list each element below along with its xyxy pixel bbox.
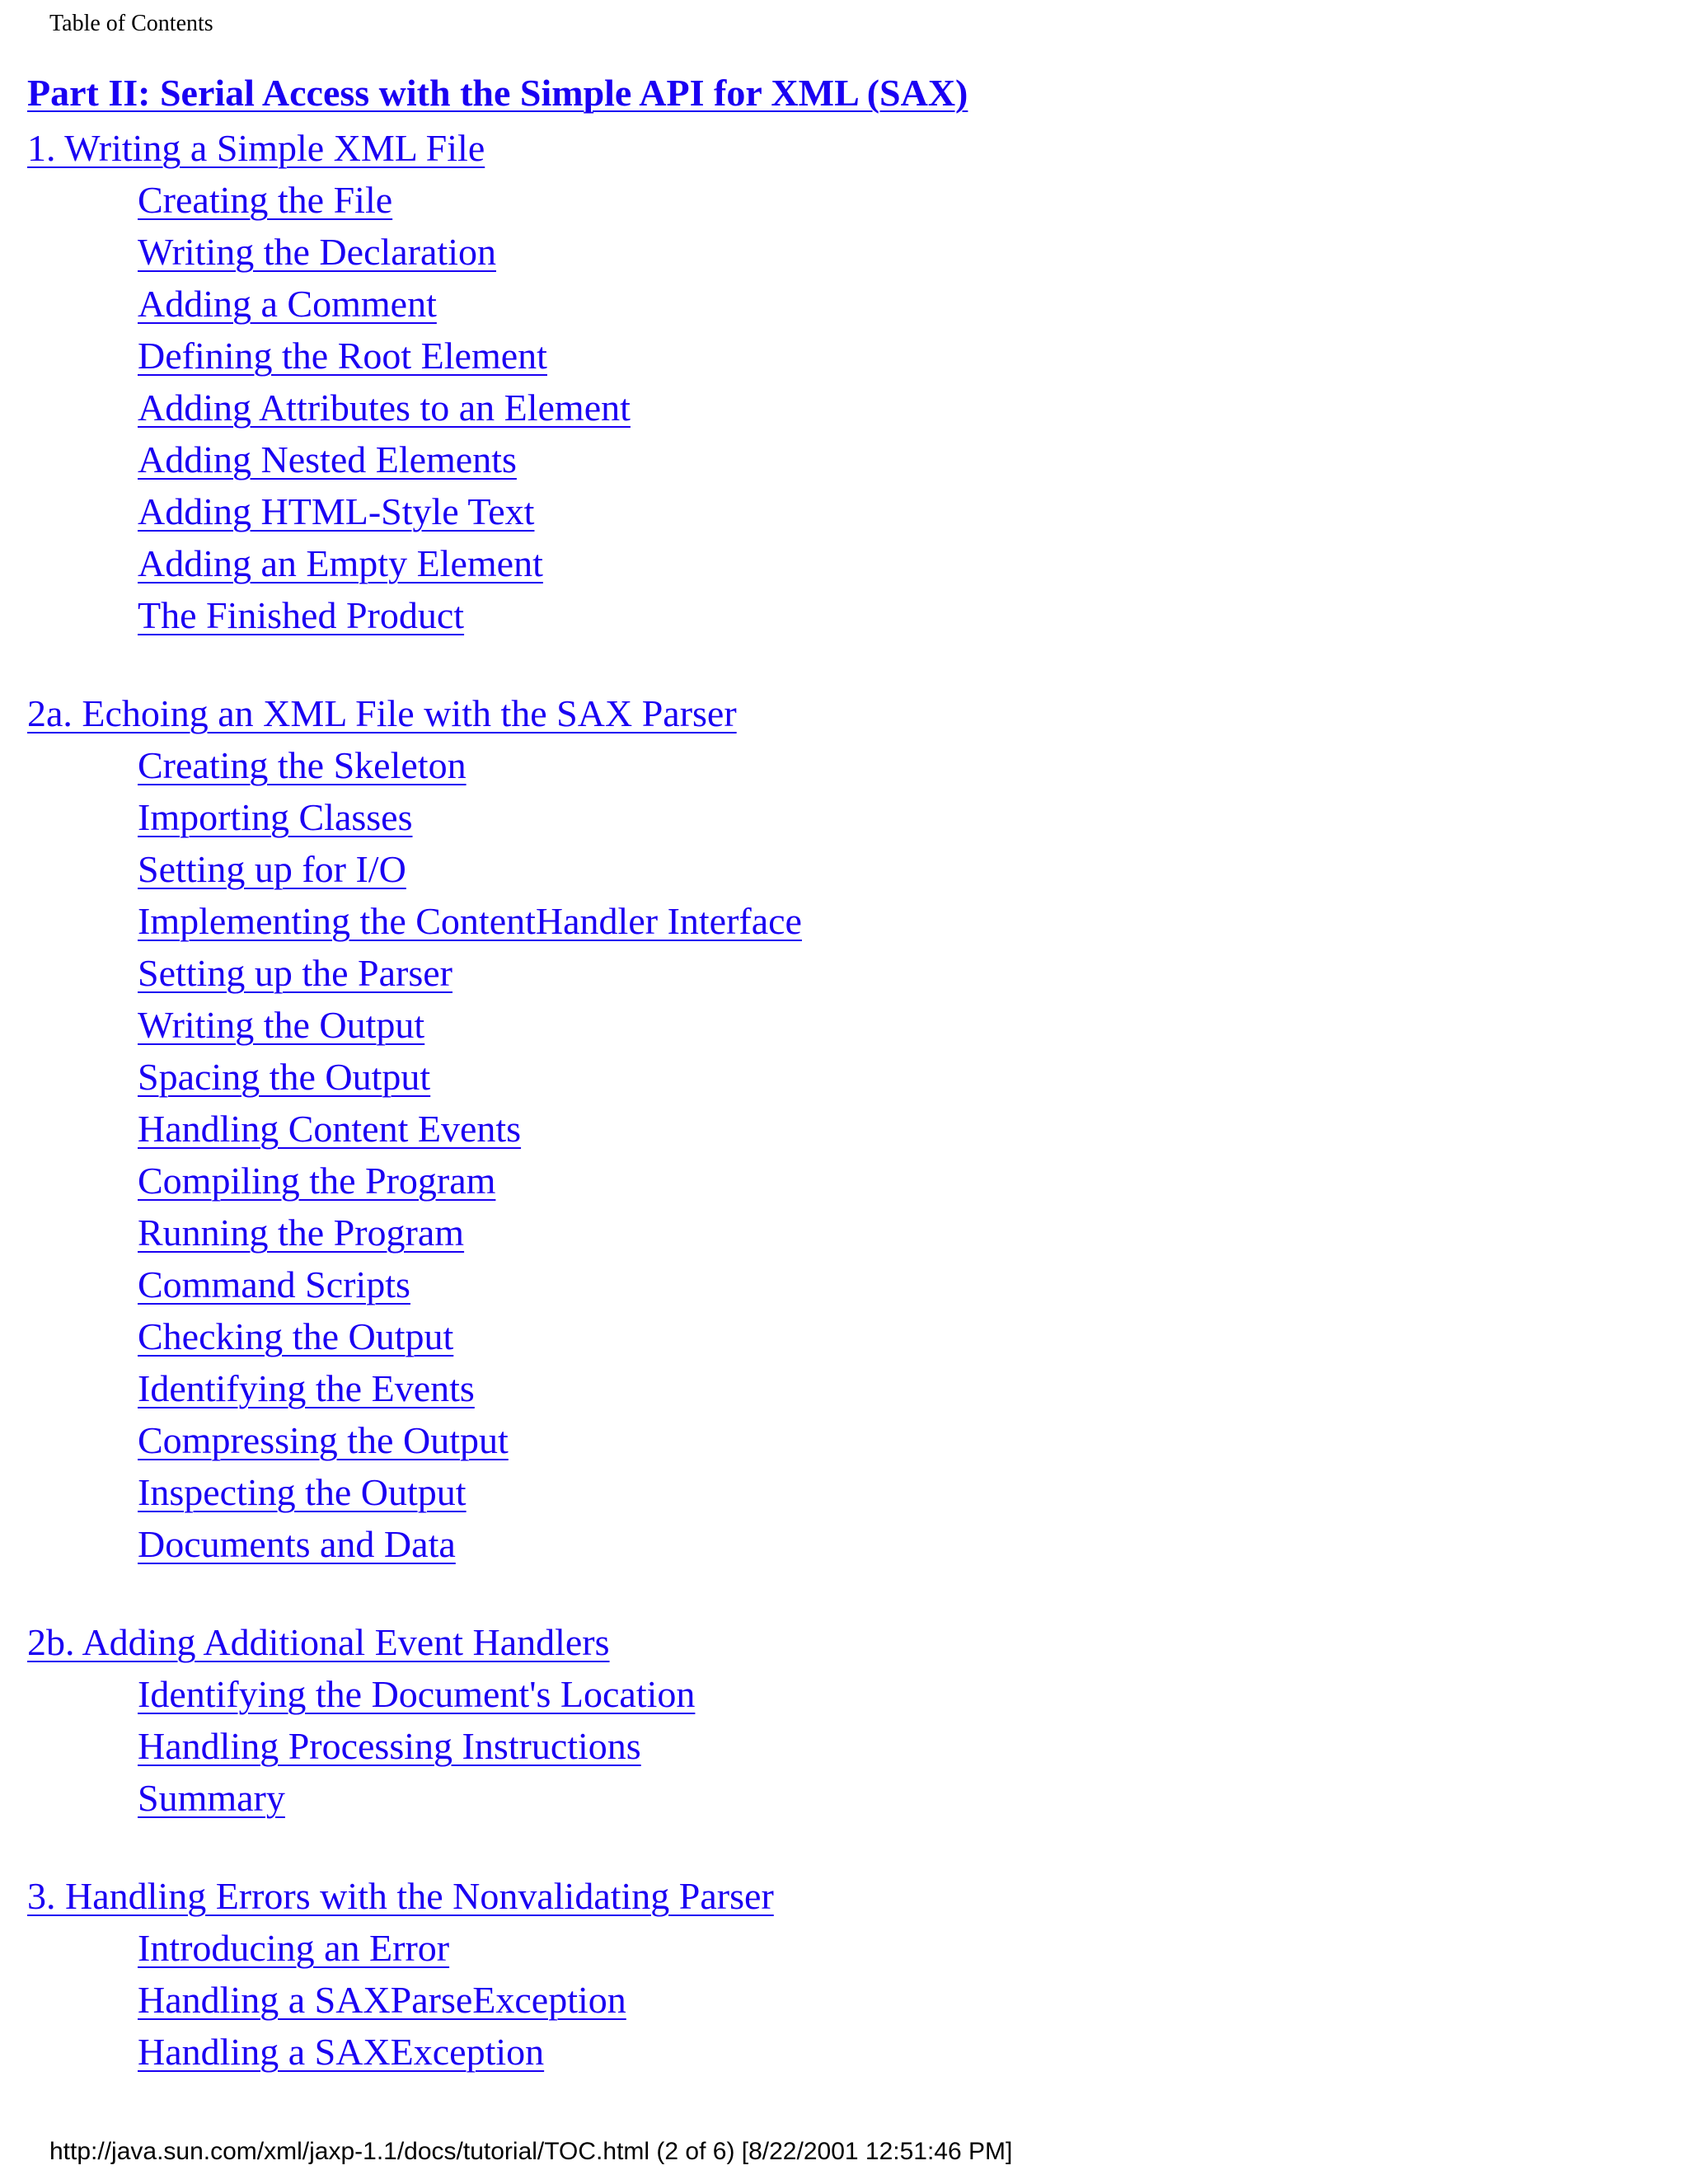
topic-link[interactable]: Summary: [138, 1777, 285, 1819]
topic-link[interactable]: Creating the File: [138, 179, 393, 221]
topic-link[interactable]: Implementing the ContentHandler Interface: [138, 900, 802, 942]
table-of-contents: [27, 70, 1593, 2078]
topic-link[interactable]: Compiling the Program: [138, 1160, 496, 1202]
toc-section: [27, 122, 1593, 641]
chapter-link[interactable]: 2b. Adding Additional Event Handlers: [27, 1621, 610, 1663]
topic-link[interactable]: Handling a SAXException: [138, 2031, 545, 2073]
chapter-link[interactable]: 3. Handling Errors with the Nonvalidating Parser: [27, 1875, 774, 1917]
topic-link[interactable]: Checking the Output: [138, 1315, 454, 1357]
toc-section: [27, 1616, 1593, 1824]
topic-link[interactable]: Setting up the Parser: [138, 952, 452, 994]
topic-link[interactable]: Writing the Output: [138, 1004, 425, 1046]
topic-link[interactable]: Writing the Declaration: [138, 231, 496, 273]
topic-link[interactable]: Introducing an Error: [138, 1927, 450, 1969]
topic-link[interactable]: Documents and Data: [138, 1523, 456, 1565]
topic-link[interactable]: Identifying the Document's Location: [138, 1673, 696, 1715]
topic-link[interactable]: Inspecting the Output: [138, 1471, 467, 1513]
header-title: Table of Contents: [49, 11, 213, 36]
topic-link[interactable]: Creating the Skeleton: [138, 744, 467, 786]
toc-sections: [27, 122, 1593, 2078]
topic-link[interactable]: Compressing the Output: [138, 1419, 509, 1461]
toc-section: [27, 687, 1593, 1570]
page-footer: [49, 2137, 1012, 2167]
topic-link[interactable]: Spacing the Output: [138, 1056, 431, 1098]
topic-link[interactable]: Importing Classes: [138, 796, 413, 838]
chapter-link[interactable]: 2a. Echoing an XML File with the SAX Parser: [27, 692, 737, 734]
topic-link[interactable]: Adding HTML-Style Text: [138, 490, 535, 532]
topic-link[interactable]: Setting up for I/O: [138, 848, 406, 890]
topic-link[interactable]: Command Scripts: [138, 1263, 410, 1305]
topic-link[interactable]: Adding Attributes to an Element: [138, 387, 631, 429]
chapter-link[interactable]: 1. Writing a Simple XML File: [27, 127, 485, 169]
topic-link[interactable]: Handling Content Events: [138, 1108, 522, 1150]
page-header: [49, 10, 213, 38]
topic-link[interactable]: Adding Nested Elements: [138, 438, 517, 480]
topic-link[interactable]: Adding an Empty Element: [138, 542, 543, 584]
toc-section: [27, 1870, 1593, 2078]
topic-link[interactable]: Running the Program: [138, 1212, 465, 1254]
topic-link[interactable]: Adding a Comment: [138, 283, 437, 325]
footer-url: http://java.sun.com/xml/jaxp-1.1/docs/tutorial/TOC.html (2 of 6) [8/22/2001 12:51:46 PM]: [49, 2138, 1013, 2165]
topic-link[interactable]: Defining the Root Element: [138, 335, 547, 377]
topic-link[interactable]: Handling Processing Instructions: [138, 1725, 641, 1767]
topic-link[interactable]: Handling a SAXParseException: [138, 1979, 626, 2021]
topic-link[interactable]: Identifying the Events: [138, 1367, 475, 1409]
part-heading-link[interactable]: Part II: Serial Access with the Simple API for XML (SAX): [27, 72, 968, 114]
topic-link[interactable]: The Finished Product: [138, 594, 465, 636]
